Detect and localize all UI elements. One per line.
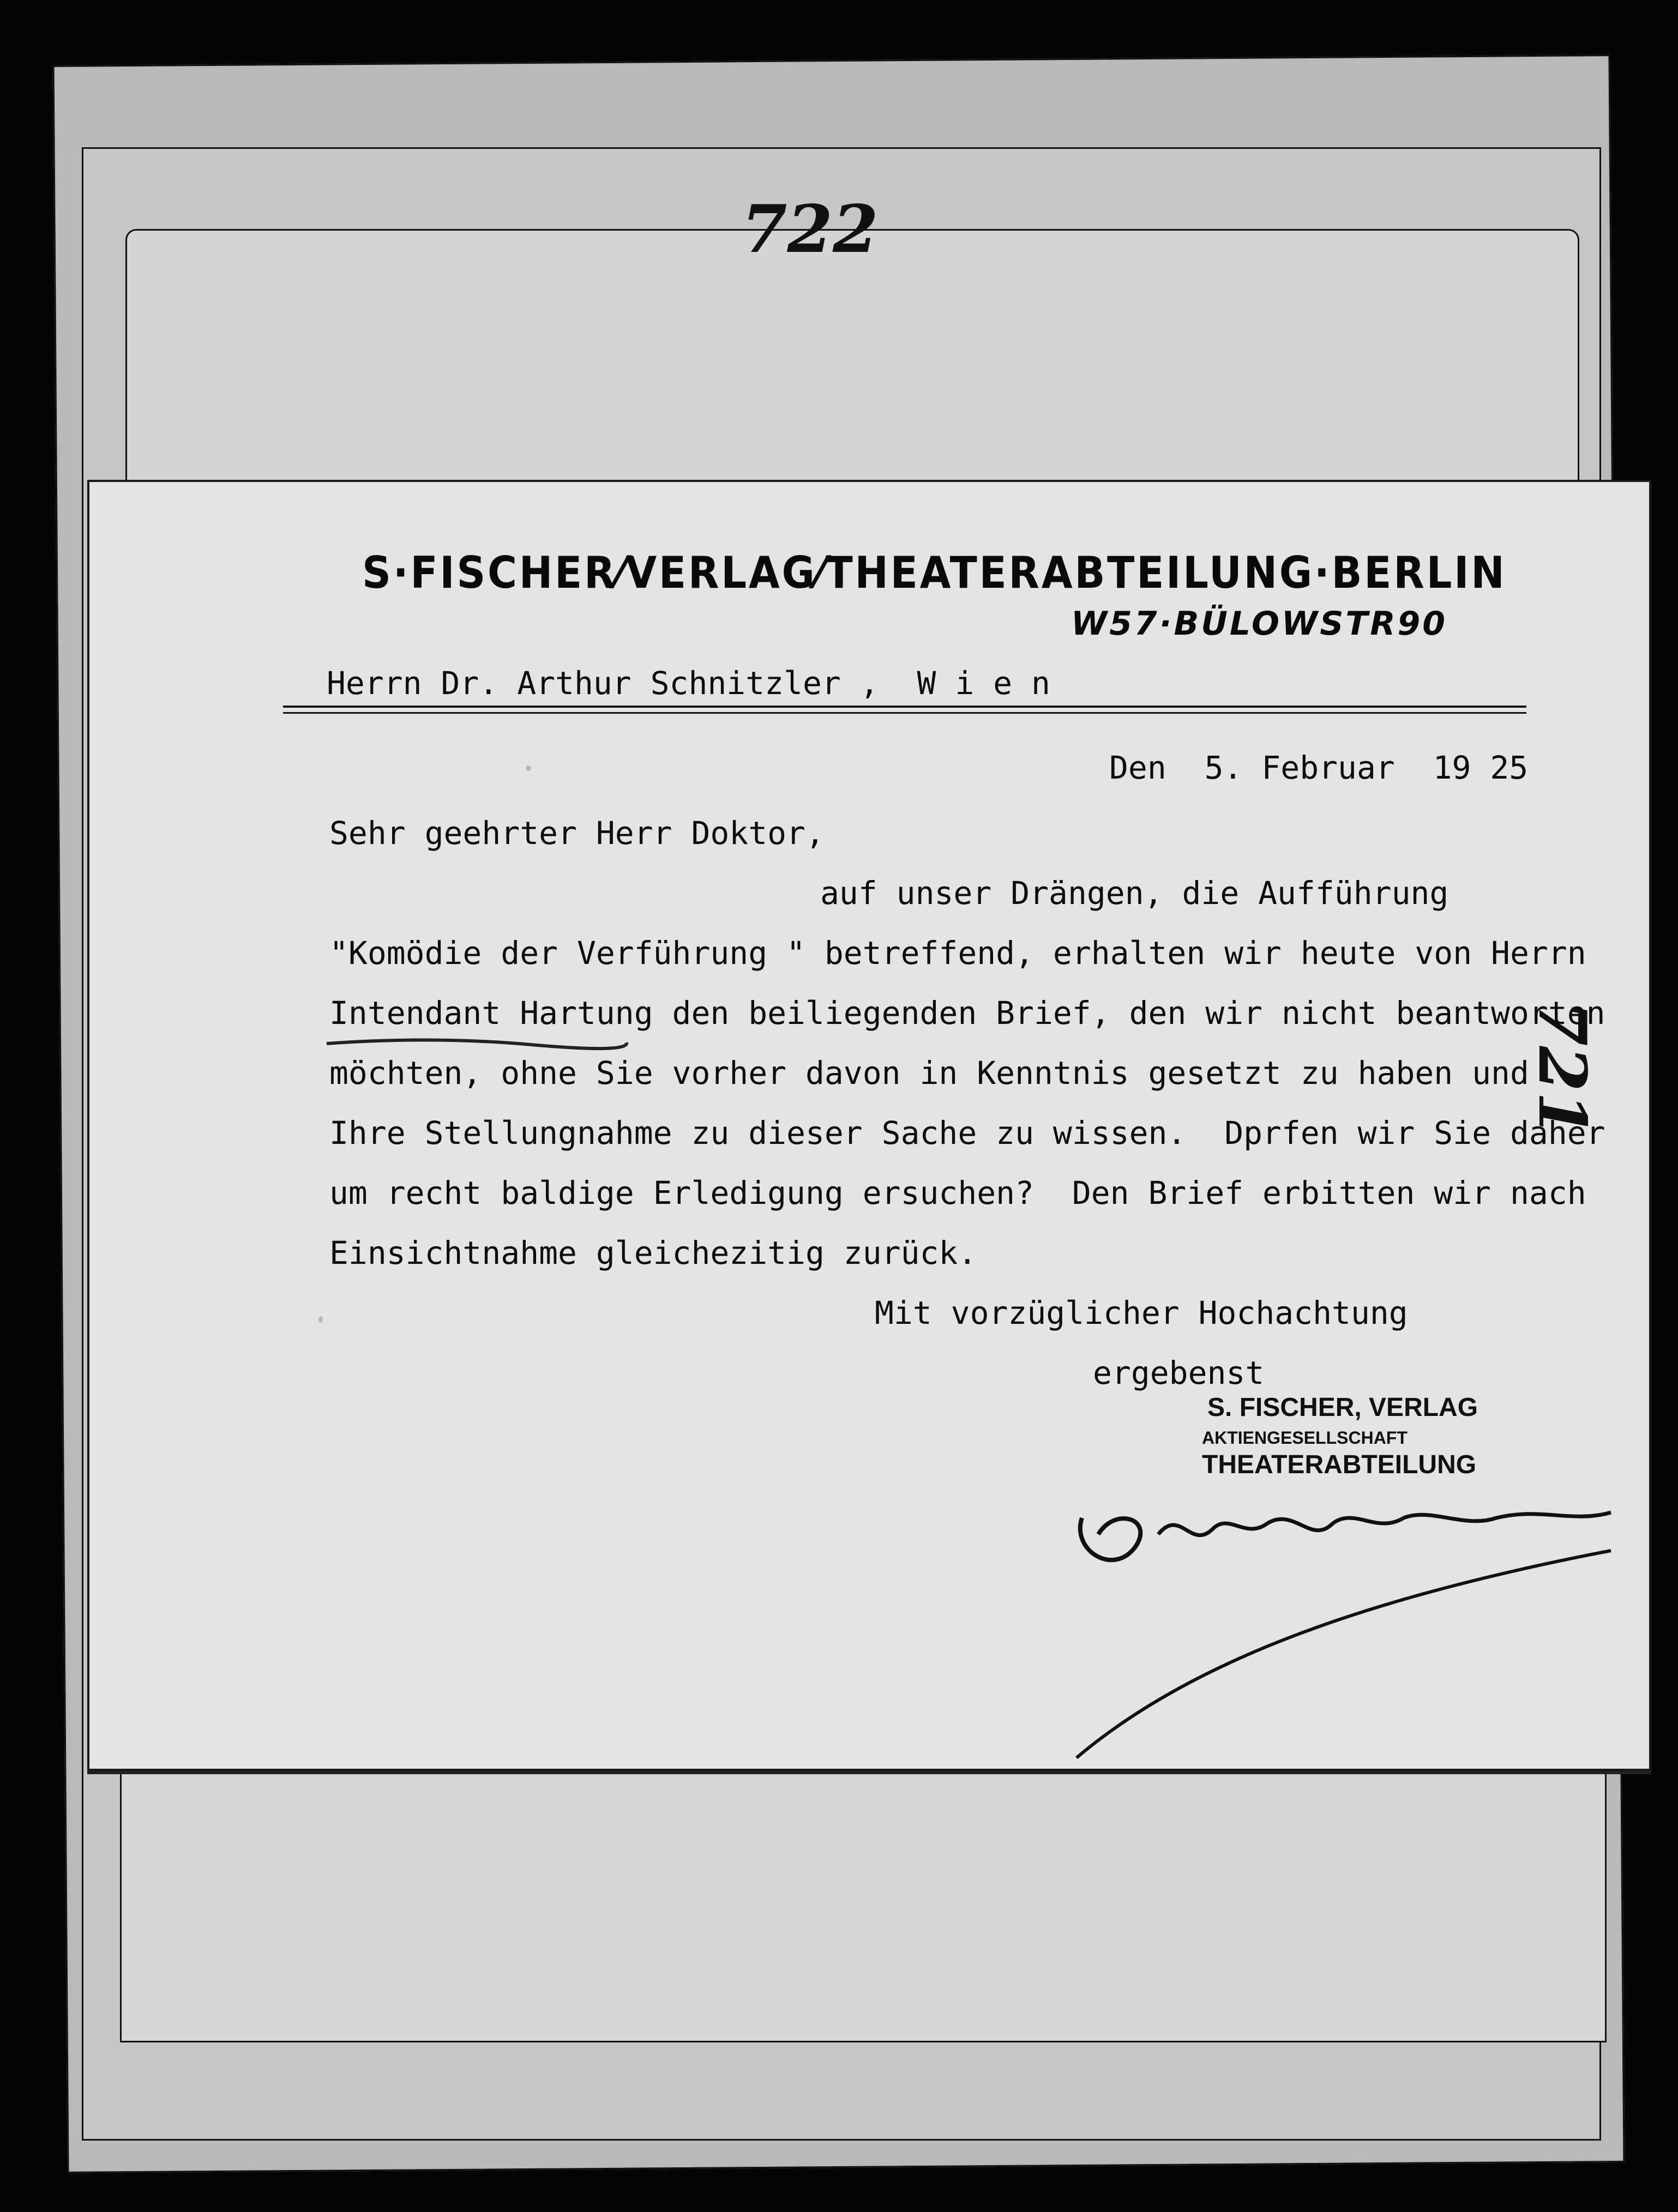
closing-ergebenst: ergebenst — [1093, 1354, 1265, 1391]
header-rule — [283, 706, 1526, 714]
company-stamp-line1: S. FISCHER, VERLAG — [1207, 1393, 1478, 1422]
paper-spot — [318, 1316, 323, 1323]
pencil-underline — [324, 1033, 629, 1054]
company-stamp-line2: AKTIENGESELLSCHAFT — [1202, 1428, 1408, 1448]
body-line: Ihre Stellungnahme zu dieser Sache zu wissen. Dprfen wir Sie daher — [329, 1114, 1605, 1152]
handwritten-signature — [1049, 1485, 1638, 1769]
company-stamp-line3: THEATERABTEILUNG — [1202, 1450, 1477, 1479]
letter-date: Den 5. Februar 19 25 — [1109, 749, 1529, 786]
body-line: möchten, ohne Sie vorher davon in Kenntnis gesetzt zu haben und — [329, 1054, 1529, 1092]
letterhead-title: S·FISCHER⁄VERLAG⁄THEATERABTEILUNG·BERLIN — [362, 547, 1507, 598]
folio-number-right: 721 — [1524, 1000, 1601, 1137]
folio-number-top: 722 — [742, 191, 879, 268]
addressee-line: Herrn Dr. Arthur Schnitzler , W i e n — [327, 665, 1050, 702]
body-line: auf unser Drängen, die Aufführung — [820, 875, 1449, 912]
body-line: um recht baldige Erledigung ersuchen? Den Brief erbitten wir nach — [329, 1174, 1586, 1212]
body-line: "Komödie der Verführung " betreffend, erhalten wir heute von Herrn — [329, 935, 1586, 972]
closing-line: Mit vorzüglicher Hochachtung — [875, 1294, 1408, 1331]
body-line: Einsichtnahme gleichezitig zurück. — [329, 1234, 977, 1271]
paper-spot — [526, 766, 531, 771]
back-sheet-bottom — [120, 1756, 1607, 2042]
letter-sheet — [87, 480, 1651, 1771]
letterhead-address: W57·BÜLOWSTR90 — [1071, 605, 1448, 643]
salutation: Sehr geehrter Herr Doktor, — [329, 815, 825, 852]
body-line: Intendant Hartung den beiliegenden Brief, den wir nicht beantworten — [329, 995, 1605, 1032]
